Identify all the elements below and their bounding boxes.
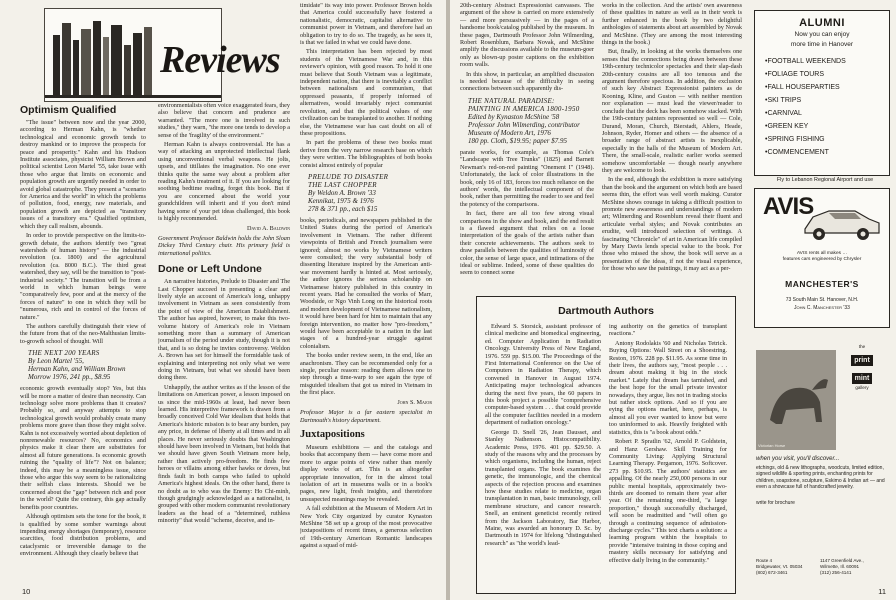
logo-text: the xyxy=(858,344,866,349)
book-author: By Leon Martel '55, xyxy=(28,357,84,366)
avis-ad xyxy=(754,188,890,328)
author-entry: Edward S. Storsick, assistant professor of clinical medicine and biomedical engineering, ed. Computer Application in Radiation Oncology. University Press of New England, 1976. 559 pp. $15.00. The Proceedings of the First International Conference on the Use of Computers in Radiation Therapy, which convened in Hanover in August 1974. Anticipating major technological advances during the next five years, the 60 papers in this book project a possible "comprehensive computer-based system . . . that could provide all the computer facilities needed in a modern department of radiation oncology." xyxy=(485,323,601,427)
paragraph: In the end, although the exhibition is more satisfying than the book and the argument on which both are based seems thin, the effort was well worth making. Curator McShine shows courage in taking a difficult position to promote new awareness and understandings of modern art; Wilmerding and Rosenblum reveal their fluent and articulate verbal styles; and Novak contributes an erudite, well introduced selection of writings. A fascinating "Chronicle" of art in American life compiled by Mary Davis lends special value to the book. For those who missed the show, the book will serve as a presentation of the ideas, if not the visual experience, for those who saw the paintings, it may act as a per- xyxy=(602,176,742,273)
reviews-header: Reviews xyxy=(160,39,280,81)
book-title: THE NATURAL PARADISE: xyxy=(468,96,555,105)
paragraph: 20th-century Abstract Expressionist canvasses. The argument of the show is carried on more extensively — and more persuasively — in the pages of a handsome book/catalog published by the museum. In these pages, Dartmouth Professor John Wilmerding, Robert Rosenblum, Barbara Novak, and McShine amplify the discussions available to the museum-goer only as blown-up poster captions on the exhibition room walls. xyxy=(460,2,594,69)
book-credit xyxy=(28,349,146,381)
paragraph: timidate" its way into power. Professor Brown holds that America could successfully have fostered a nationalistic, democratic, capitalist alternative to communist power in Vietnam, and therefore had an obligation to try to do so. The tragedy, as he sees it, is that we failed in what we could have done. xyxy=(300,2,432,47)
logo-text: print xyxy=(851,355,873,366)
paragraph: Although optimism sets the tone for the book, it is qualified by some somber warnings about impending energy shortages (temporary), resource scarcities, food distribution problems, and cataclysmic or irreversible damage to the environment. Although they clearly believe that xyxy=(20,513,146,558)
paragraph: Museum exhibitions — and the catalogs and books that accompany them — have come more and more to argue points of view rather than merely display works of art. This is an altogether appropriate innovation, for in the almost total isolation of art in museums walls or in a book's pages, new light, fresh insights, and theretofore unsuspected meanings may be revealed. xyxy=(300,443,432,503)
alumni-list xyxy=(765,55,889,159)
book-editor: Edited by Kynaston McShine '58 xyxy=(468,112,560,121)
dartmouth-authors-title: Dartmouth Authors xyxy=(558,305,654,317)
reviewer-signature: David A. Baldwin xyxy=(246,224,290,232)
reviewer-signature: John S. Major xyxy=(397,398,432,406)
paragraph: In this show, in particular, an amplified discussion is needed because of the difficulty in seeing connections between such apparently dis- xyxy=(460,70,594,93)
address-line: Bridgewater, Vt. 05034 xyxy=(756,563,803,569)
book-title: PRELUDE TO DISASTER xyxy=(308,172,389,181)
address-line: (802) 672-3461 xyxy=(756,569,788,575)
natural-paradise-column xyxy=(460,2,594,292)
author-entry: Antony Rodolakis '60 and Nicholas Tetrick. Buying Options: Wall Street on a Shoestring. Reston, 1976. 228 pp. $11.95. As some time in their lives, the authors say, "most people . . . dream about making it big in the stock market." Lately that dream has tarnished, and the best hope for the small private investor nowadays, they argue, lies not in trading stocks but rather stock options. And so if you are eying the options market, here, perhaps, is almost all you ever wanted to know but were too uninformed to ask. Heavily freighted with statistics, this is "a book about odds." xyxy=(609,339,727,436)
list-item: • FOLIAGE TOURS xyxy=(765,68,889,81)
list-item: • GREEN KEY xyxy=(765,120,889,133)
book-publisher: Museum of Modern Art, 1976 xyxy=(468,128,551,137)
book-publisher: Morrow 1976, 241 pp., $8.95 xyxy=(28,373,111,382)
done-heading: Done or Left Undone xyxy=(158,263,262,276)
book-pages: 180 pp. Cloth, $19.95; paper $7.95 xyxy=(468,136,567,145)
alumni-title: ALUMNI xyxy=(799,17,845,29)
print-mint-logo xyxy=(840,344,884,390)
book-pages: 278 & 371 pp., each $15 xyxy=(308,204,378,213)
print-write: write for brochure xyxy=(756,500,795,507)
paragraph: Unhappily, the author writes as if the lesson of the limitations on American power, a lesson imposed on us since the mid-1960s at least, had never been learned. His interpretive framework is drawn from a broadly conceived Cold War idealism that holds that America's historic mission is to bear any burden, pay any price, in defense of liberty at all times and in all places. He never seriously doubts that Washington should have been involved in Vietnam, but holds that we should have given South Vietnam more help, rather than actively pro-freedom. He finds few heroes or villains among either hawks or doves, but finds fault in both camps who failed to uphold America's highest ideals. On the other hand, there is no doubt as to who was the Enemy: Ho Chi-minh, though grudgingly acknowledged as a nationalist, is grouped with other modern communist revolutionary leaders as the head of a "determined, ruthless minority" that would "scheme, deceive, and in- xyxy=(158,383,290,525)
paragraph: "The issue" between now and the year 2000, according to Herman Kahn, is "whether technological and economic growth tends to destroy mankind or to improve the prospects for peace and prosperity." Kahn and his Hudson Institute associates, physicist William Brown and political scientist Leon Martel '55, take issue with those who argue that limits on economic and population growth are urgently needed in order to avoid global catastrophe. They present a "scenario for America and the world" in which the problems of pollution, food, energy, raw materials, and population growth are depicted as "transitory issues of a transitory era." Qualified optimism, which they call realism, abounds. xyxy=(20,119,146,230)
address-line: 1147 Greenfield Ave., xyxy=(820,558,864,563)
print-mint-copy xyxy=(756,456,886,506)
logo-text: gallery xyxy=(855,385,869,390)
horse-icon xyxy=(756,350,836,450)
address-line: Route 4 xyxy=(756,558,773,563)
middle-column xyxy=(158,102,290,590)
alumni-line: more time in Hanover xyxy=(790,41,854,48)
natural-paradise-column-2 xyxy=(602,2,742,292)
avis-logo: AVIS xyxy=(763,193,814,220)
book-author: By Weldon A. Brown '33 xyxy=(308,188,376,197)
paragraph: In fact, there are all too few strong visual comparisons in the show and book, and the end result is a flawed argument that relies on a loose interpretation of the goals of the artists rather than their concrete achievements. The authors seek to draw parallels between the qualities of luminosity of color, the sense of large space, and intimations of the ideal or sublime. Indeed, some of these qualities do seem to connect some xyxy=(460,210,594,277)
optimism-column xyxy=(20,102,146,590)
reviewer-note: Government Professor Baldwin holds the John Sloan Dickey Third Century chair. His primary field is international politics. xyxy=(158,234,290,257)
right-page xyxy=(450,0,896,600)
optimism-heading: Optimism Qualified xyxy=(20,104,117,116)
paragraph: parate works, for example, as Thomas Cole's "Landscape with Tree Trunks" (1825) and Barnett Newman's red-on-red painting "Onement I" (1948). Unfortunately, the lack of color illustrations in the book, only 16 of 183, forces too much reliance on the authors' words, the intellectual component of the book, rather than permitting the reader to see and feel the potency of the comparisons. xyxy=(460,148,594,208)
fly-line: Fly to Lebanon Regional Airport and use xyxy=(776,177,874,183)
print-addresses xyxy=(756,558,886,588)
horse-print-image xyxy=(756,350,836,450)
left-page xyxy=(0,0,446,600)
paragraph: economic growth eventually stop? Yes, but this will be more a matter of desire than necessity. Can technology solve more problems than it creates? Probably so, and anyway attempts to stop technological growth would probably create many problems more grave than those they might solve. Kahn is not excessively worried about depletion of nonrenewable resources? No, economics and physics make it clear there are substitutes for almost all future generations. Is economic growth ruining the "quality of life"? Not on balance; indeed, this may be a meaningless issue, since those who argue this way seem to be rationalizing their selfish class interests. Should we be concerned about the "gap" between rich and poor in the world? Quite the contrary, this gap actually benefits poor countries. xyxy=(20,385,146,511)
logo-text: mint xyxy=(852,373,873,384)
paragraph: The books under review seem, in the end, like an anachronism. They can be recommended only for a single, peculiar reason: reading them allows one to step through a time-warp to see again the type of misguided idealism that got us mired in Vietnam in the first place. xyxy=(300,352,432,397)
avis-tagline: features cars engineered by Chrysler xyxy=(782,257,862,262)
paragraph: In part the problems of these two books must derive from the very narrow research base on which they were written. The bibliographies of both books consist almost entirely of popular xyxy=(300,139,432,169)
list-item: • SKI TRIPS xyxy=(765,94,889,107)
juxtapositions-heading: Juxtapositions xyxy=(300,428,365,440)
book-contributor: Professor John Wilmerding, contributor xyxy=(468,120,580,129)
alumni-line: Now you can enjoy xyxy=(794,31,850,38)
print-lead: when you visit, you'll discover... xyxy=(756,456,840,462)
avis-tagline: AVIS rents all makes … xyxy=(796,251,848,256)
book-author: Herman Kahn, and William Brown xyxy=(28,365,126,374)
dealer-address: 73 South Main St. Hanover, N.H. xyxy=(785,297,859,303)
paragraph: In order to provide perspective on the limits-to-growth debate, the authors identify two "great watersheds of human history" — the industrial revolution (ca. 1800) and the agricultural revolution (ca. 8000 B.C.). The third great watershed, they say, will be the transition to "post-industrial society." The transition will be from a world in which human beings were "comparatively few, poor and at the mercy of the forces of nature" to one in which they will be "numerous, rich and in control of the forces of nature." xyxy=(20,232,146,321)
paragraph: Herman Kahn is always controversial. He has a way of attacking an unprotected intellectual flank using unconventional verbal weapons. He jolts, upsets, and titillates the imagination. No one ever thinks quite the same way about a problem after reading Kahn's treatment of it. If you are looking for soothing bedtime reading, forget this book. But if you are concerned about the world your grandchildren will inherit and if you don't mind having some of your pet ideas challenged, this book is highly recommended. xyxy=(158,141,290,223)
print-mint-ad xyxy=(754,344,888,594)
art-caption: Victorian Horse xyxy=(758,443,786,448)
dealer-owner: John C. Manchester '33 xyxy=(794,305,850,311)
paragraph: works in the collection. And the artists' own awareness of these qualities in nature as well as in their work is further enhanced in the book by two delightful anthologies of statements about art assembled by Novak and McShine. (They are among the most interesting things in the book.) xyxy=(602,2,742,47)
book-title: THE LAST CHOPPER xyxy=(308,180,377,189)
paragraph: A fall exhibition at the Museum of Modern Art in New York City organized by curator Kynaston McShine '58 set up a group of the most provocative juxtapositions of recent times, a generous selection of 19th-century American Romantic landscapes against a squad of mid- xyxy=(300,505,432,550)
list-item: • SPRING FISHING xyxy=(765,133,889,146)
authors-column-2 xyxy=(609,323,727,589)
book-title: PAINTING IN AMERICA 1800-1950 xyxy=(468,104,580,113)
list-item: • COMMENCEMENT xyxy=(765,146,889,159)
paragraph: environmentalists often voice exaggerated fears, they also believe that concern and prudence are warranted. "The more one is involved in such studies," they warn, "the more one tends to develop a sense of the 'fragility' of the environment." xyxy=(158,102,290,139)
paragraph: The authors carefully distinguish their view of the future from that of the neo-Malthusian limits-to-growth school of thought. Will xyxy=(20,322,146,345)
car-icon xyxy=(799,197,883,247)
authors-column-1 xyxy=(485,323,601,589)
page-number: 10 xyxy=(22,587,31,596)
paragraph: An narrative histories, Prelude to Disaster and The Last Chopper succeed in presenting a clear and lively style an account of America's long, unhappy involvement in Vietnam as seen consistently from the point of view of the American Establishment. The author has aspired, however, to make this two-volume history of America's role in Vietnam something more than a summary of American journalism of the period under study, though it is not that, and is so doing he invites controversy. Weldon A. Brown has set for himself the formidable task of explaining and interpreting not only what we were doing in Vietnam, but what we should have been doing there. xyxy=(158,278,290,382)
author-entry: George D. Snell '26, Jean Dausset, and Stanley Nathenson. Histocompatibility. Academic Press, 1976. 401 pp. $29.50. A study of the reasons why and the processes by which organisms, including the human, reject transplanted organs. The book examines the genetic, the immunologic, and the chemical aspects of the rejection process and examines how these studies relate to medicine, organ transplantation in man, basic immunology, cell membrane structure, and cancer research. Snell, an eminent geneticist recently retired from the Jackson Laboratory, Bar Harbor, Maine, was awarded an honorary D. Sc. by Dartmouth in 1974 for lifelong "distinguished research" as "the world's lead- xyxy=(485,428,601,547)
author-entry: ing authority on the genetics of transplant reactions." xyxy=(609,323,727,338)
author-entry: Robert P. Spratlin '62, Arnold P. Goldstein, and Hanz Gershaw. Skill Training for Community Living: Applying Structural Learning Therapy. Pergamon, 1976. Softcover. 273 pp. $10.95. The authors' statistics are appalling. Of the nearly 250,000 persons in our public mental hospitals, approximately two-thirds are doomed to remain there year after year. Of the remaining one-third, "a large proportion," though successfully discharged, will soon be readmitted and "will often go through a continuing sequence of admission-discharge cycles." This text charts a solution: a learning program within the hospitals to provide "intensive training in those coping and mastery skills necessary for satisfying and effective daily living in the community." xyxy=(609,438,727,564)
dartmouth-authors-box xyxy=(476,296,736,594)
print-body: etchings, old & new lithographs, woodcuts, limited edition, signed wildlife & sporting prints, enchanting prints for children, soapstone, sculpture, Eskimo & Indian art — and even a showcase full of handcrafted jewelry. xyxy=(756,465,885,490)
list-item: • CARNIVAL xyxy=(765,107,889,120)
book-credit xyxy=(308,173,432,213)
address-line: Wilmette, Ill. 60091 xyxy=(820,563,860,569)
list-item: • FALL HOUSEPARTIES xyxy=(765,81,889,94)
page-number: 11 xyxy=(878,587,886,596)
paragraph: This interpretation has been rejected by most students of the Vietnamese War and, in this reviewer's opinion, with good reason. To hold it one must believe that South Vietnam was a legitimate, independent nation, that there is inevitably a conflict between nationalism and communism, that oppressed peasants, if properly informed of alternatives, would invariably reject communist revolution, and that the political values of one civilization can be transplanted to another. If nothing else, the Vietnamese war has cast doubt on all of these propositions. xyxy=(300,48,432,137)
paragraph: books, periodicals, and newspapers published in the United States during the period of America's involvement in Vietnam. The rather different viewpoints of British and French journalism were ignored; almost no works by Vietnamese writers were consulted; the very substantial body of dissenting literature inspired by the American anti-war movement hardly is hinted at. Most seriously, the author ignores the serious scholarship on Vietnamese history published in this country in recent years. Had he consulted the works of Marr, Woodside, or Ngo Vinh Long on the historical roots and modern development of Vietnamese nationalism, it would have been hard for him to maintain that any foreign intervention, no matter how "pro-freedom," would have been acceptable to a nation in the last stages of a hundred-year struggle against colonialism. xyxy=(300,216,432,350)
address-line: (312) 256-4141 xyxy=(820,569,852,575)
book-credit xyxy=(468,97,594,145)
dealer-name: MANCHESTER'S xyxy=(785,279,859,289)
paragraph: But, finally, in looking at the works themselves one senses that the connections being drawn between these 19th-century technicolor spectacles and their slap-dash 20th-century cousins are all too tenuous and the argument therefore specious. In addition, the exclusion of such key Abstract Expressionist painters as de Kooning, Kline, and Guston — with neither mention nor explanation — must lead the viewer/reader to conclude that the deck has been somehow stacked. With the 19th-century painters represented so well — Cole, Durand, Moran, Church, Bierstadt, Ahlers, Heade, Johnson, Ryder, Homer and others — the absence of a broader range of abstract artists is inexplicable, especially in the halls of the Museum of Modern Art. There, the small-scale, realistic earlier works seemed somehow uncomfortable — though nearly anywhere they are welcome to look. xyxy=(602,48,742,174)
right-column xyxy=(300,2,432,590)
reviewer-note: Professor Major is a far eastern specialist in Dartmouth's history department. xyxy=(300,409,432,424)
alumni-ad xyxy=(754,10,890,176)
book-publisher: Kennikat, 1975 & 1976 xyxy=(308,196,374,205)
book-title: THE NEXT 200 YEARS xyxy=(28,349,100,358)
list-item: • FOOTBALL WEEKENDS xyxy=(765,55,889,68)
